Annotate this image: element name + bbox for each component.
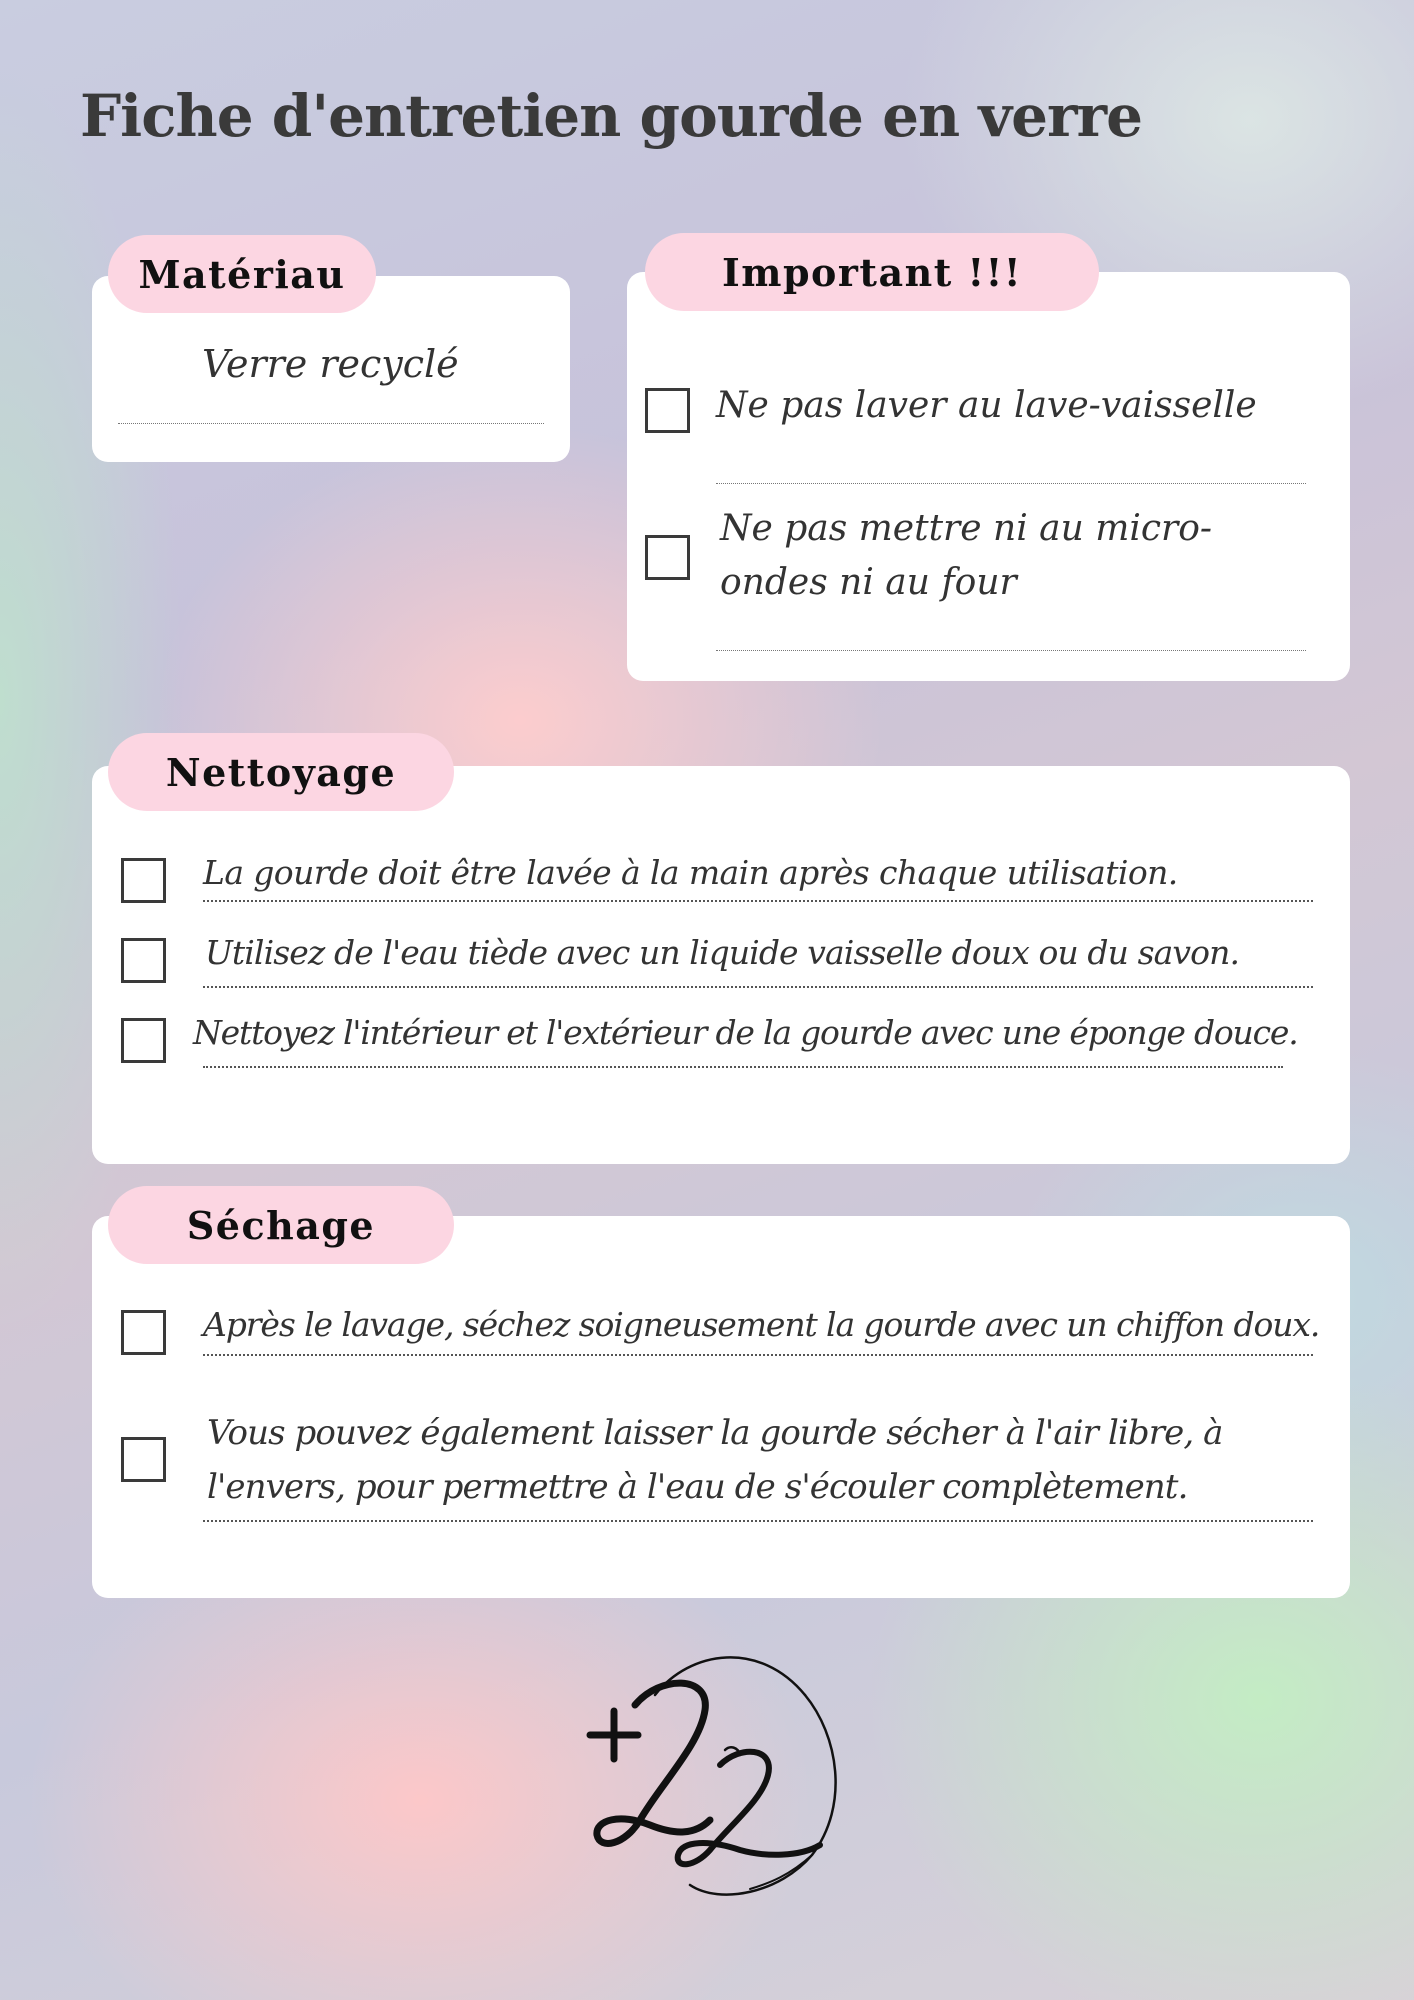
important-checkbox-1[interactable] (645, 388, 690, 433)
important-card (627, 272, 1350, 681)
materiau-value: Verre recyclé (202, 342, 459, 386)
materiau-underline (118, 423, 544, 424)
important-underline-1 (716, 483, 1306, 484)
nettoyage-underline-2 (203, 986, 1313, 988)
monogram-logo-icon (580, 1635, 860, 1905)
sechage-checkbox-2[interactable] (121, 1437, 166, 1482)
sechage-underline-2 (203, 1520, 1313, 1522)
nettoyage-item-2: Utilisez de l'eau tiède avec un liquide vaisselle doux ou du savon. (205, 933, 1240, 972)
materiau-label: Matériau (108, 235, 376, 313)
sechage-item-2: Vous pouvez également laisser la gourde sécher à l'air libre, à l'envers, pour permettre à l'eau de s'écouler complètement. (207, 1413, 1223, 1507)
nettoyage-checkbox-3[interactable] (121, 1018, 166, 1063)
nettoyage-checkbox-2[interactable] (121, 938, 166, 983)
sechage-label: Séchage (108, 1186, 454, 1264)
important-item-2: Ne pas mettre ni au micro-ondes ni au four (720, 508, 1213, 603)
sechage-item-1: Après le lavage, séchez soigneusement la gourde avec un chiffon doux. (203, 1305, 1320, 1344)
nettoyage-checkbox-1[interactable] (121, 858, 166, 903)
nettoyage-item-3: Nettoyez l'intérieur et l'extérieur de la gourde avec une éponge douce. (193, 1013, 1298, 1052)
nettoyage-underline-1 (203, 900, 1313, 902)
important-item-1: Ne pas laver au lave-vaisselle (716, 385, 1257, 426)
nettoyage-item-1: La gourde doit être lavée à la main après chaque utilisation. (203, 853, 1178, 892)
important-label: Important !!! (645, 233, 1099, 311)
important-checkbox-2[interactable] (645, 535, 690, 580)
sechage-underline-1 (203, 1354, 1313, 1356)
nettoyage-label: Nettoyage (108, 733, 454, 811)
sechage-checkbox-1[interactable] (121, 1310, 166, 1355)
nettoyage-underline-3 (203, 1066, 1283, 1068)
page-title: Fiche d'entretien gourde en verre (80, 82, 1143, 150)
important-underline-2 (716, 650, 1306, 651)
